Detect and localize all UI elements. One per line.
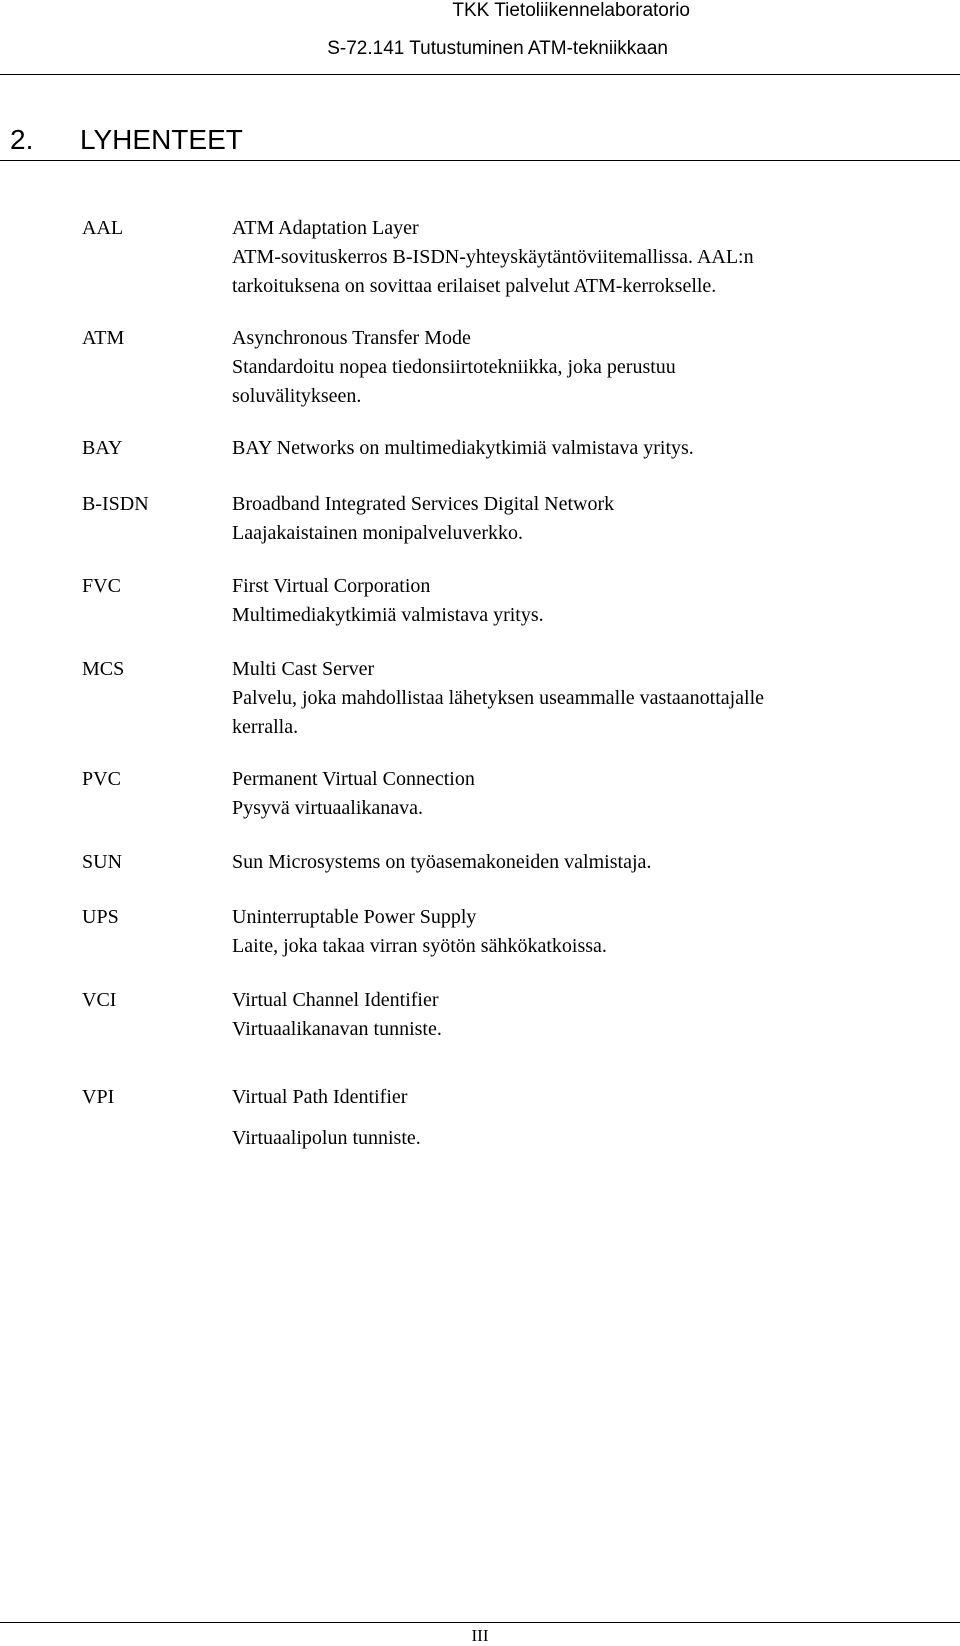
section-divider [0,160,960,161]
definition-line: tarkoituksena on sovittaa erilaiset palvelut ATM-kerrokselle. [232,275,717,297]
abbreviation-definition [232,572,932,630]
definition-line: Palvelu, joka mahdollistaa lähetyksen useammalle vastaanottajalle [232,687,765,709]
abbreviation-term: SUN [82,851,123,873]
definition-line: Uninterruptable Power Supply [232,906,477,928]
abbreviation-definition [232,214,932,301]
definition-line: Laite, joka takaa virran syötön sähkökatkoissa. [232,935,607,957]
header-institution: TKK Tietoliikennelaboratorio [452,0,690,21]
abbreviation-term: VCI [82,989,117,1011]
definition-line: Permanent Virtual Connection [232,768,475,790]
abbreviation-term: VPI [82,1086,115,1108]
section-number: 2. [10,124,34,155]
definition-line: First Virtual Corporation [232,575,431,597]
abbreviation-definition [232,1083,932,1153]
definition-line: kerralla. [232,716,299,738]
definition-line: Laajakaistainen monipalveluverkko. [232,522,524,544]
abbreviation-definition [232,490,932,548]
abbreviation-term: BAY [82,437,123,459]
abbreviation-definition [232,986,932,1044]
abbreviation-definition [232,848,932,877]
definition-line: ATM Adaptation Layer [232,217,419,239]
definition-line: Asynchronous Transfer Mode [232,327,471,349]
header-divider [0,74,960,75]
abbreviation-term: PVC [82,768,121,790]
definition-line: Virtuaalikanavan tunniste. [232,1018,442,1040]
abbreviation-term: FVC [82,575,121,597]
definition-line: ATM-sovituskerros B-ISDN-yhteyskäytäntöviitemallissa. AAL:n [232,246,754,268]
abbreviation-term: AAL [82,217,124,239]
abbreviation-term: MCS [82,658,125,680]
definition-line: Multimediakytkimiä valmistava yritys. [232,604,544,626]
definition-line: Multi Cast Server [232,658,375,680]
header-course: S-72.141 Tutustuminen ATM-tekniikkaan [327,38,668,59]
definition-line: soluvälitykseen. [232,385,362,407]
abbreviation-definition [232,903,932,961]
section-heading: LYHENTEET [80,124,243,155]
section-title [10,124,243,156]
definition-line: Virtual Path Identifier [232,1086,408,1108]
footer-divider [0,1622,960,1623]
abbreviation-term: ATM [82,327,125,349]
abbreviation-definition [232,655,932,742]
abbreviation-term: B-ISDN [82,493,149,515]
definition-line: Broadband Integrated Services Digital Network [232,493,615,515]
abbreviation-definition [232,434,932,463]
abbreviation-term: UPS [82,906,119,928]
definition-line: Virtual Channel Identifier [232,989,439,1011]
definition-line: Sun Microsystems on työasemakoneiden valmistaja. [232,851,652,873]
abbreviation-definition [232,324,932,411]
abbreviation-definition [232,765,932,823]
definition-line: Standardoitu nopea tiedonsiirtotekniikka, joka perustuu [232,356,676,378]
definition-line: BAY Networks on multimediakytkimiä valmistava yritys. [232,437,694,459]
definition-line: Pysyvä virtuaalikanava. [232,797,424,819]
page-number: III [471,1626,489,1645]
definition-line: Virtuaalipolun tunniste. [232,1127,421,1149]
